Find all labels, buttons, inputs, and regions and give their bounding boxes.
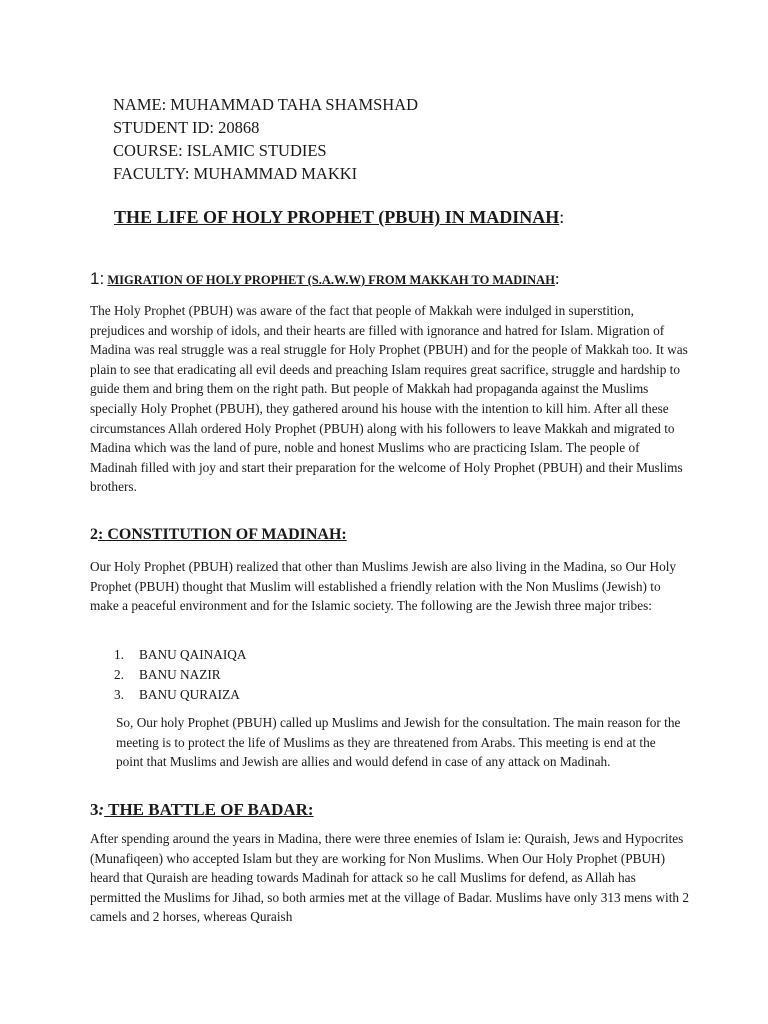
tribes-list (114, 645, 246, 705)
document-title-colon: : (559, 207, 565, 227)
badar-paragraph: After spending around the years in Madina, there were three enemies of Islam ie: Quraish, Jews and Hypocrites (Munafiqeen) who accepted Islam but they are working for Non Muslims. When Our Holy Prophet (PBUH) heard that Quraish are heading towards Madinah for attack so he call Muslims for defend, as Allah has permitted the Muslims for Jihad, so both armies met at the village of Badar. Muslims have only 313 mens with 2 camels and 2 horses, whereas Quraish (90, 831, 690, 925)
section-separator: : (98, 800, 105, 819)
section-heading-text: : CONSTITUTION OF MADINAH: (98, 526, 347, 543)
section-heading-text: THE BATTLE OF BADAR: (104, 800, 314, 819)
document-title (114, 207, 564, 228)
course-name: COURSE: ISLAMIC STUDIES (113, 141, 327, 160)
section-number: 3 (90, 800, 99, 819)
student-id: STUDENT ID: 20868 (113, 118, 260, 137)
section-number: 2 (90, 526, 98, 543)
list-item (114, 645, 246, 665)
list-item-number: 3. (114, 687, 124, 702)
section-heading-text: MIGRATION OF HOLY PROPHET (S.A.W.W) FROM MAKKAH TO MADINAH (107, 273, 555, 287)
list-item-text: BANU NAZIR (139, 667, 221, 682)
list-item-text: BANU QAINAIQA (139, 647, 247, 662)
consultation-paragraph: So, Our holy Prophet (PBUH) called up Muslims and Jewish for the consultation. The main reason for the meeting is to protect the life of Muslims as they are threatened from Arabs. This meeting is end at the point that Muslims and Jewish are allies and would defend in case of any attack on Madinah. (116, 715, 681, 770)
faculty-name: FACULTY: MUHAMMAD MAKKI (113, 164, 358, 183)
student-info (113, 93, 418, 185)
list-item (114, 665, 246, 685)
section-heading-constitution (90, 526, 347, 544)
section-heading-migration (90, 269, 560, 289)
migration-paragraph: The Holy Prophet (PBUH) was aware of the fact that people of Makkah were indulged in superstition, prejudices and worship of idols, and their hearts are filled with ignorance and hatred for Islam. Migration of Madina was real struggle was a real struggle for Holy Prophet (PBUH) and for the people of Makkah too. It was plain to see that eradicating all evil deeds and preaching Islam requires great sacrifice, struggle and hardship to guide them and bring them on the right path. But people of Makkah had propaganda against the Muslims specially Holy Prophet (PBUH), they gathered around his house with the intention to kill him. After all these circumstances Allah ordered Holy Prophet (PBUH) along with his followers to leave Makkah and migrated to Madina which was the land of pure, noble and honest Muslims who are practicing Islam. The people of Madinah filled with joy and start their preparation for the welcome of Holy Prophet (PBUH) and their Muslims brothers. (90, 303, 688, 495)
list-item-number: 2. (114, 667, 124, 682)
student-name: NAME: MUHAMMAD TAHA SHAMSHAD (113, 95, 419, 114)
list-item (114, 685, 246, 705)
section-separator: : (99, 269, 105, 288)
section-heading-badar (90, 800, 314, 820)
list-item-text: BANU QURAIZA (139, 687, 240, 702)
document-title-text: THE LIFE OF HOLY PROPHET (PBUH) IN MADINAH (114, 207, 560, 227)
section-heading-colon: : (554, 269, 560, 288)
section-number: 1 (90, 269, 100, 288)
constitution-paragraph: Our Holy Prophet (PBUH) realized that other than Muslims Jewish are also living in the Madina, so Our Holy Prophet (PBUH) thought that Muslim will established a friendly relation with the Non Muslims (Jewish) to make a peaceful environment and for the Islamic society. The following are the Jewish three major tribes: (90, 559, 677, 614)
list-item-number: 1. (114, 647, 124, 662)
